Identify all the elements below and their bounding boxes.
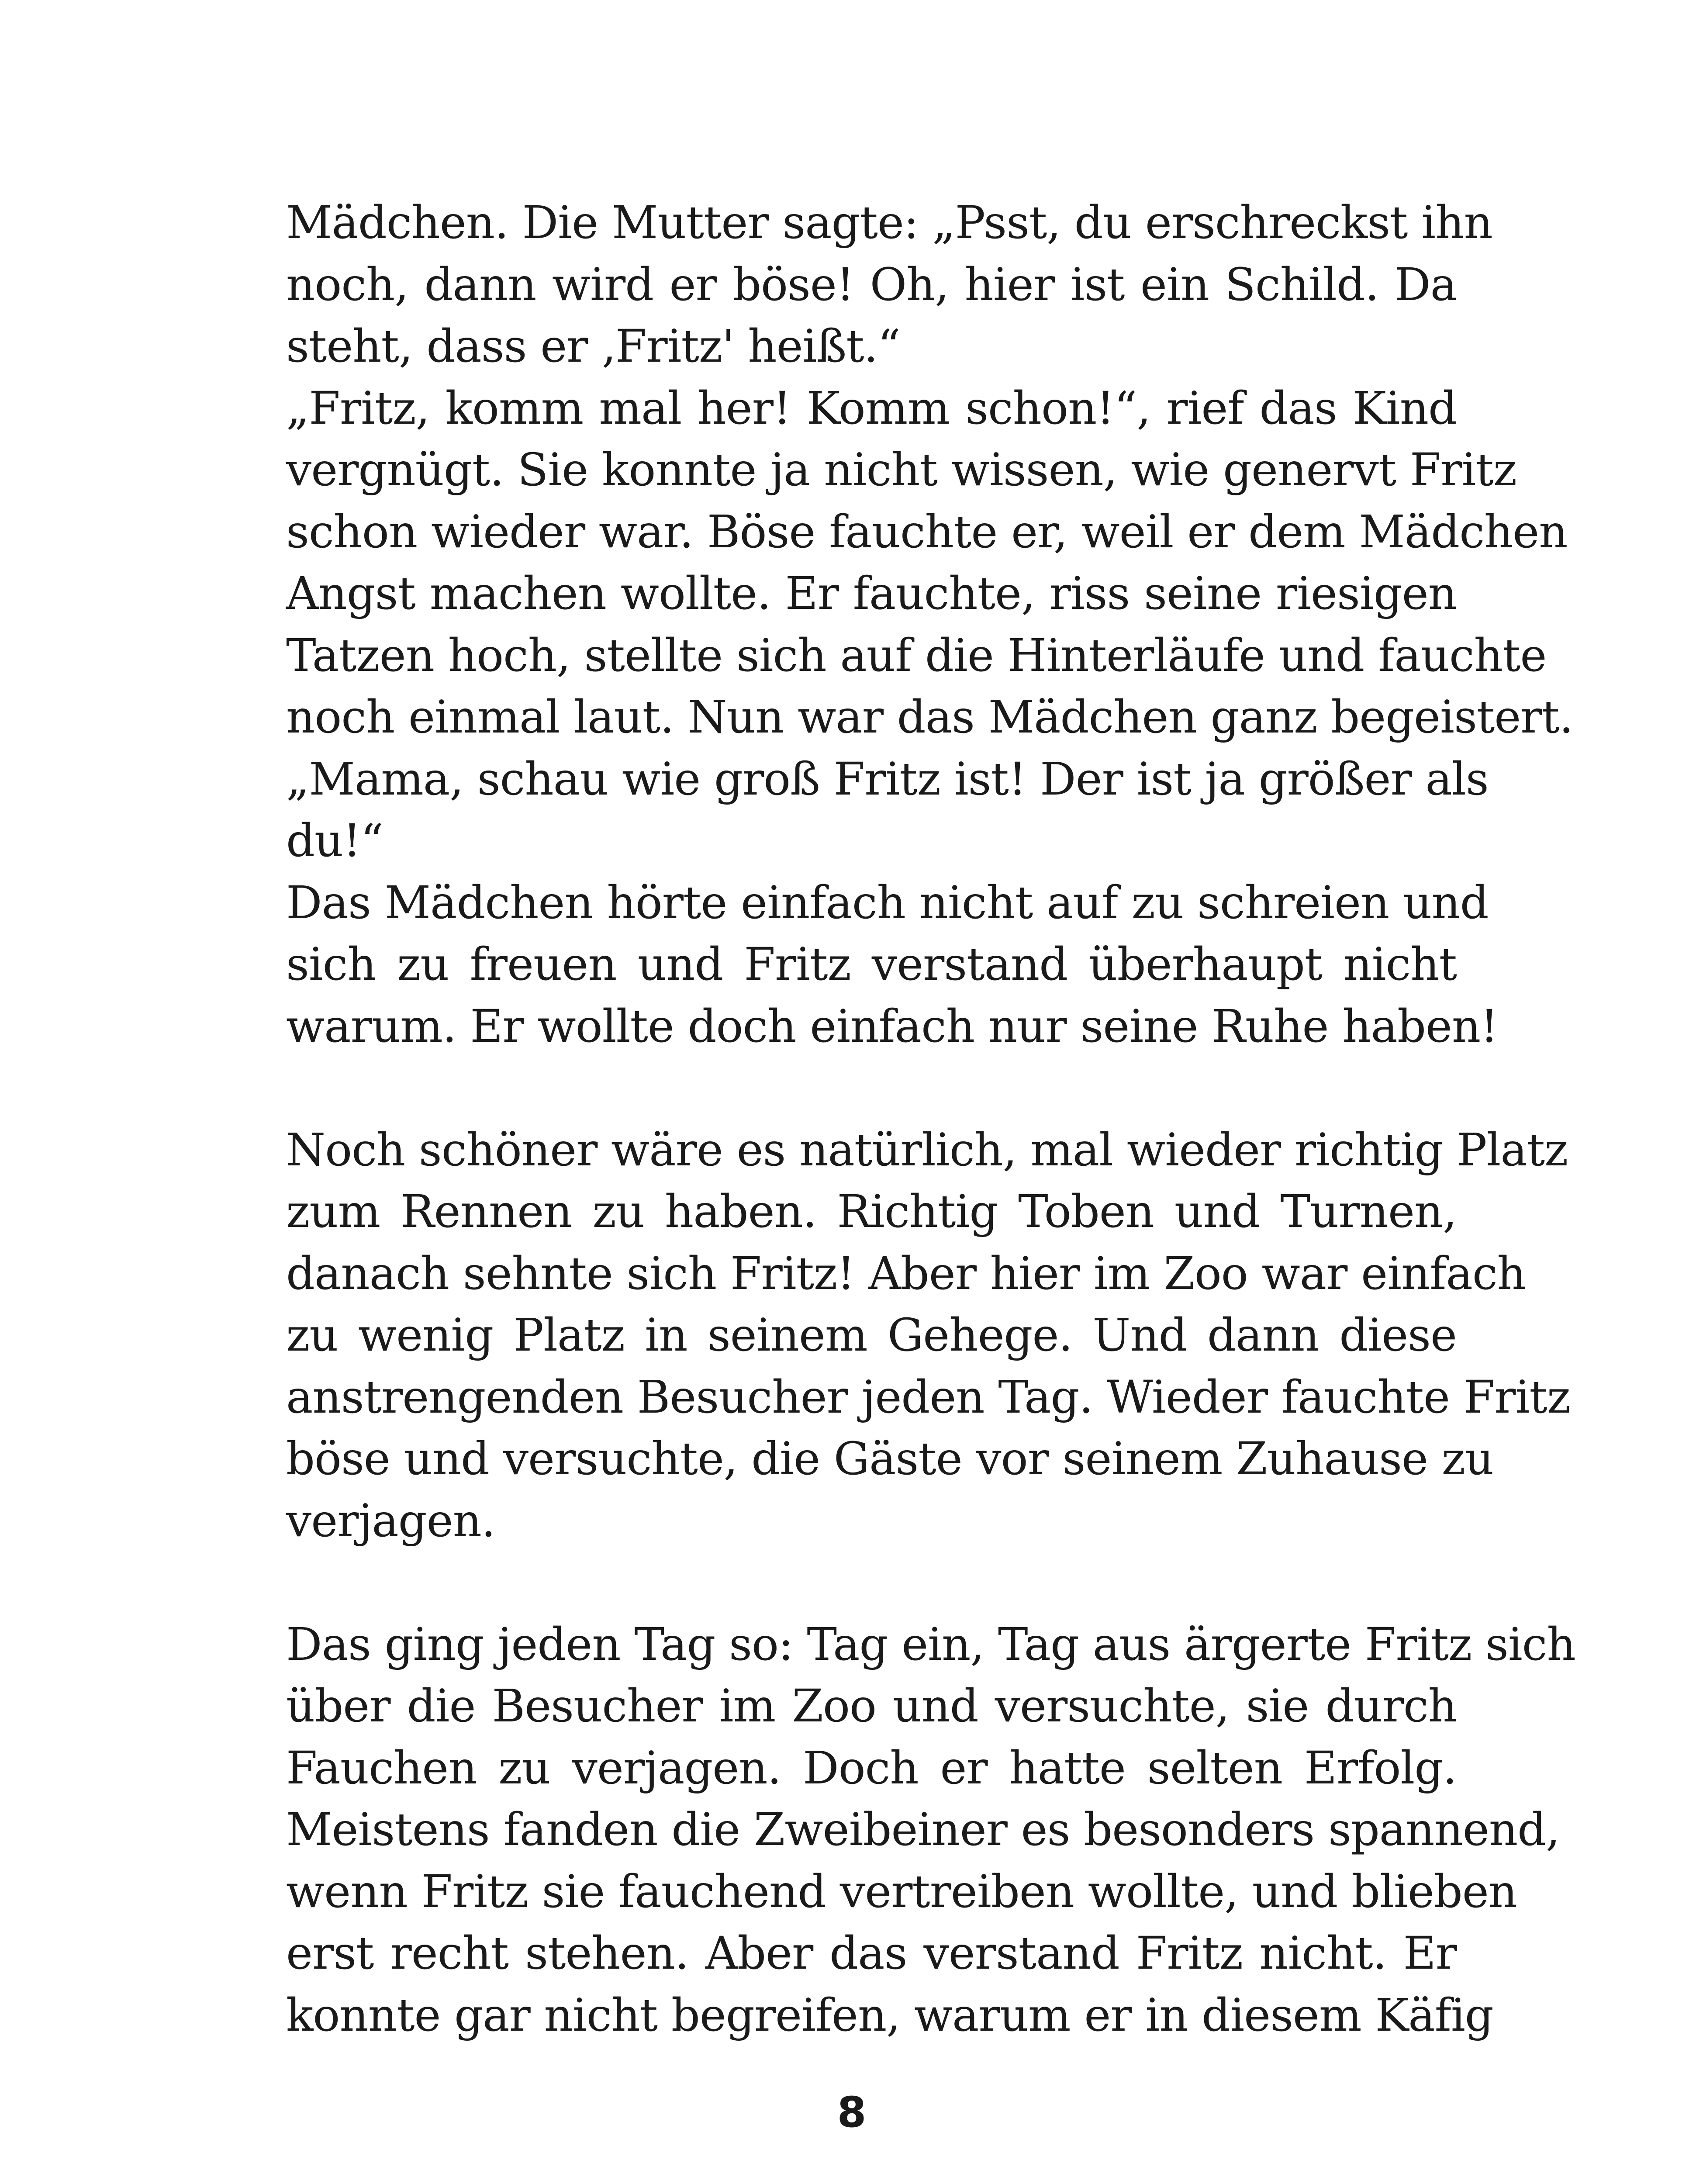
text-line: noch einmal laut. Nun war das Mädchen ganz begeistert. xyxy=(286,691,1573,743)
body-text xyxy=(286,192,1575,2046)
text-line: „Mama, schau wie groß Fritz ist! Der ist ja größer als xyxy=(286,753,1489,805)
paragraph-gap xyxy=(286,1057,1457,1120)
text-line: steht, dass er ‚Fritz' heißt.“ xyxy=(286,320,901,373)
text-line: anstrengenden Besucher jeden Tag. Wieder fauchte Fritz xyxy=(286,1371,1570,1424)
text-line: vergnügt. Sie konnte ja nicht wissen, wie genervt Fritz xyxy=(286,444,1517,496)
text-line: verjagen. xyxy=(286,1494,495,1547)
text-line: sich zu freuen und Fritz verstand überhaupt nicht xyxy=(286,938,1457,991)
text-line: zum Rennen zu haben. Richtig Toben und Turnen, xyxy=(286,1185,1457,1238)
text-line: Das ging jeden Tag so: Tag ein, Tag aus ärgerte Fritz sich xyxy=(286,1618,1575,1671)
text-line: über die Besucher im Zoo und versuchte, sie durch xyxy=(286,1680,1457,1732)
paragraph xyxy=(286,192,1492,378)
paragraph xyxy=(286,378,1573,872)
text-line: zu wenig Platz in seinem Gehege. Und dann diese xyxy=(286,1309,1457,1362)
text-line: „Fritz, komm mal her! Komm schon!“, rief das Kind xyxy=(286,382,1457,435)
text-line: schon wieder war. Böse fauchte er, weil er dem Mädchen xyxy=(286,505,1568,558)
paragraph xyxy=(286,1614,1575,2047)
text-line: wenn Fritz sie fauchend vertreiben wollte, und blieben xyxy=(286,1865,1517,1918)
text-line: Mädchen. Die Mutter sagte: „Psst, du erschreckst ihn xyxy=(286,197,1492,249)
text-line: Fauchen zu verjagen. Doch er hatte selten Erfolg. xyxy=(286,1742,1457,1794)
paragraph xyxy=(286,872,1498,1058)
text-line: böse und versuchte, die Gäste vor seinem Zuhause zu xyxy=(286,1433,1494,1485)
text-line: konnte gar nicht begreifen, warum er in diesem Käfig xyxy=(286,1989,1493,2042)
paragraph-gap xyxy=(286,1552,1457,1614)
text-line: danach sehnte sich Fritz! Aber hier im Zoo war einfach xyxy=(286,1247,1526,1300)
text-line: Noch schöner wäre es natürlich, mal wieder richtig Platz xyxy=(286,1123,1568,1176)
text-line: noch, dann wird er böse! Oh, hier ist ein Schild. Da xyxy=(286,258,1457,311)
text-line: Meistens fanden die Zweibeiner es besonders spannend, xyxy=(286,1804,1560,1856)
text-line: Das Mädchen hörte einfach nicht auf zu schreien und xyxy=(286,876,1489,929)
text-line: warum. Er wollte doch einfach nur seine Ruhe haben! xyxy=(286,1000,1498,1053)
text-line: Tatzen hoch, stellte sich auf die Hinterläufe und fauchte xyxy=(286,629,1547,682)
text-line: erst recht stehen. Aber das verstand Fritz nicht. Er xyxy=(286,1927,1457,1980)
text-line: Angst machen wollte. Er fauchte, riss seine riesigen xyxy=(286,567,1457,620)
paragraph xyxy=(286,1120,1570,1552)
page-number: 8 xyxy=(837,2088,867,2137)
text-line: du!“ xyxy=(286,815,383,867)
